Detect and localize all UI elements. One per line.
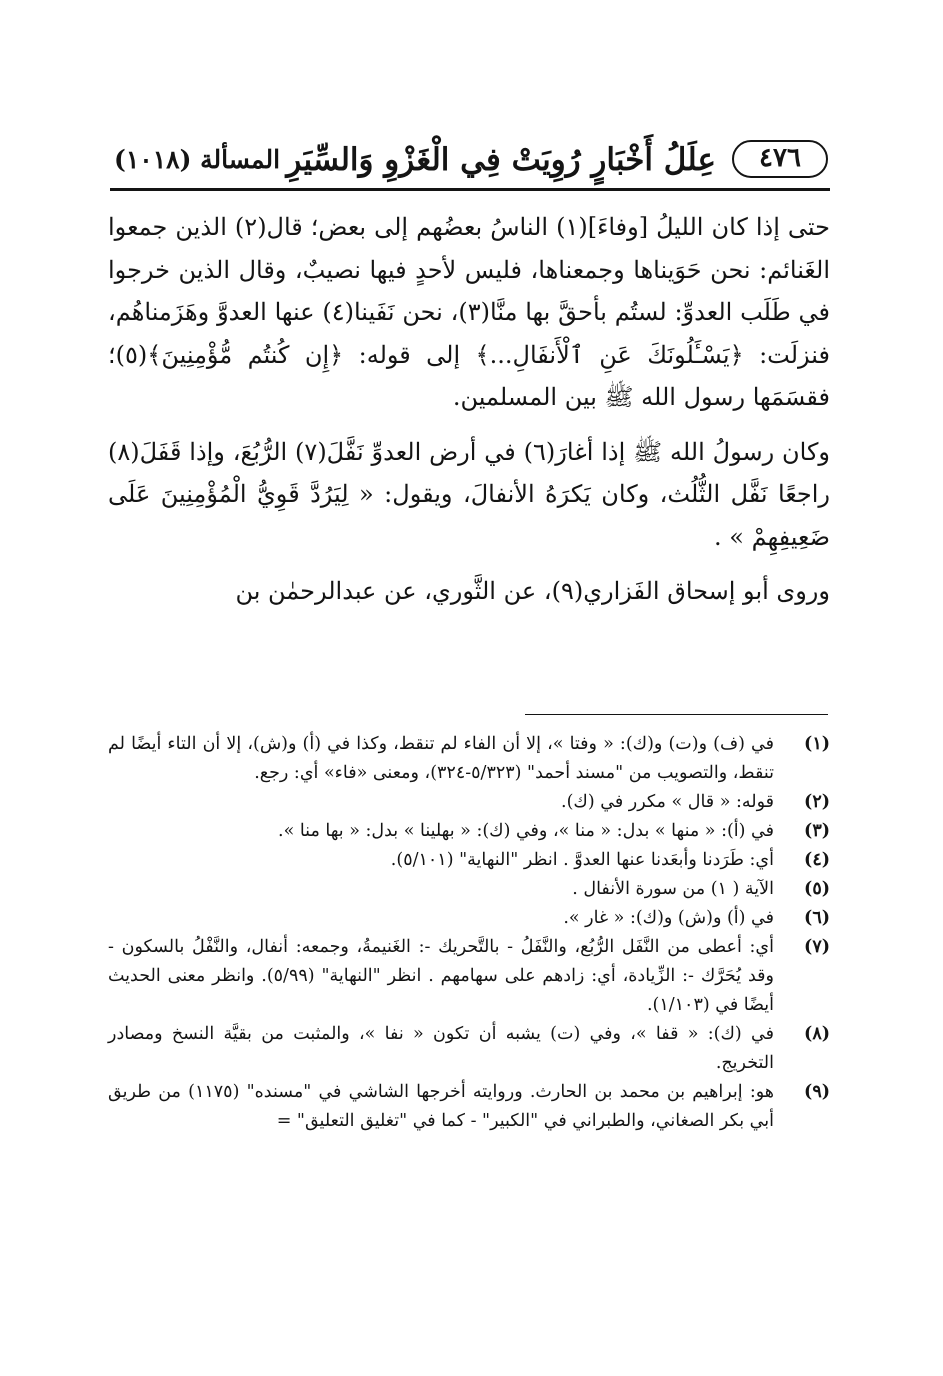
paragraph-3: وروى أبو إسحاق الفَزاري(٩)، عن الثَّوري، عن عبدالرحمٰن بن: [235, 577, 830, 605]
footnote-text: الآية ( ١) من سورة الأنفال .: [572, 879, 774, 899]
paragraph-2: وكان رسولُ الله ﷺ إذا أغارَ(٦) في أرض العدوِّ نَفَّلَ(٧) الرُّبُعَ، وإذا قَفَلَ(٨) راجعًا نَفَّل الثُّلُث، وكان يَكرَهُ الأنفالَ، ويقول: « لِيَرُدَّ قَوِيُّ الْمُؤْمِنِينَ عَلَى ضَعِيفِهِمْ » .: [108, 437, 831, 551]
footnote-text: في (ف) و(ت) و(ك): « وفتا »، إلا أن الفاء لم تنقط، وكذا في (أ) و(ش)، إلا أن التاء أيضًا لم تنقط، والتصويب من "مسند أحمد" (٥/٣٢٣-٣٢٤)، ومعنى «فاء» أي: رجع.: [108, 734, 774, 783]
issue-label: المسألة (١٠١٨): [114, 145, 281, 174]
footnote-number: (٤): [804, 850, 830, 870]
footnote-4: [108, 846, 830, 875]
footnotes: [108, 730, 830, 1136]
footnote-7: [108, 933, 830, 1020]
footnote-number: (٩): [804, 1082, 830, 1102]
footnote-text: في (ك): « قفا »، وفي (ت) يشبه أن تكون « نفا »، والمثبت من بقيَّة النسخ ومصادر التخريج.: [108, 1024, 774, 1073]
footnote-1: [108, 730, 830, 788]
footnote-text: أي: طَرَدنا وأبعَدنا عنها العدوَّ . انظر "النهاية" (٥/١٠١).: [390, 850, 774, 870]
footnote-8: [108, 1020, 830, 1078]
footnote-text: أي: أعطى من النَّفَل الرُّبُع، والنَّفَلُ - بالتَّحريك -: الغَنيمةُ، وجمعه: أنفال، والنَّفْلُ بالسكون - وقد يُحَرَّك -: الزِّيادة، أي: زادهم على سهامهم . انظر "النهاية" (٥/٩٩). وانظر معنى الحديث أيضًا في (١/١٠٣).: [108, 937, 774, 1015]
footnote-number: (٥): [804, 879, 830, 899]
page-header: [110, 136, 830, 186]
footnote-number: (٧): [804, 937, 830, 957]
footnote-text: قوله: « قال » مكرر في (ك).: [561, 792, 774, 812]
header-rule: [110, 188, 830, 191]
footnote-9: [108, 1078, 830, 1136]
running-title: عِلَلُ أَخْبَارٍ رُوِيَتْ فِي الْغَزْوِ وَالسِّيَرِ: [286, 142, 716, 178]
footnote-number: (٦): [804, 908, 830, 928]
footnote-number: (٣): [804, 821, 830, 841]
footnote-5: [108, 875, 830, 904]
paragraph-1: حتى إذا كان الليلُ [وفاءَ](١) الناسُ بعضُهم إلى بعض؛ قال(٢) الذين جمعوا الغَنائم: نحن حَوَيناها وجمعناها، فليس لأحدٍ فيها نصيبٌ، وقال الذين خرجوا في طَلَب العدوِّ: لستُم بأحقَّ بها منَّا(٣)، نحن نَفَينا(٤) عنها العدوَّ وهَزَمناهُم، فنزلَت: ﴿يَسْـَٔلُونَكَ عَنِ ٱلْأَنفَالِ...﴾ إلى قوله: ﴿إِن كُنتُم مُّؤْمِنِينَ﴾(٥)؛ فقسَمَها رسول الله ﷺ بين المسلمين.: [108, 213, 830, 411]
footnote-6: [108, 904, 830, 933]
footnote-number: (٢): [804, 792, 830, 812]
footnote-3: [108, 817, 830, 846]
footnote-text: في (أ): « منها » بدل: « منا »، وفي (ك): « بهلينا » بدل: « بها منا ».: [278, 821, 774, 841]
footnote-text: هو: إبراهيم بن محمد بن الحارث. وروايته أخرجها الشاشي في "مسنده" (١١٧٥) من طريق أبي بكر الصغاني، والطبراني في "الكبير" - كما في "تغليق التعليق" =: [108, 1082, 775, 1131]
footnote-separator: [525, 714, 828, 715]
footnote-number: (١): [804, 734, 830, 754]
footnote-number: (٨): [804, 1024, 830, 1044]
page-number: ٤٧٦: [732, 140, 828, 178]
footnote-text: في (أ) و(ش) و(ك): « غار ».: [563, 908, 774, 928]
footnote-2: [108, 788, 830, 817]
main-text: [108, 206, 830, 613]
